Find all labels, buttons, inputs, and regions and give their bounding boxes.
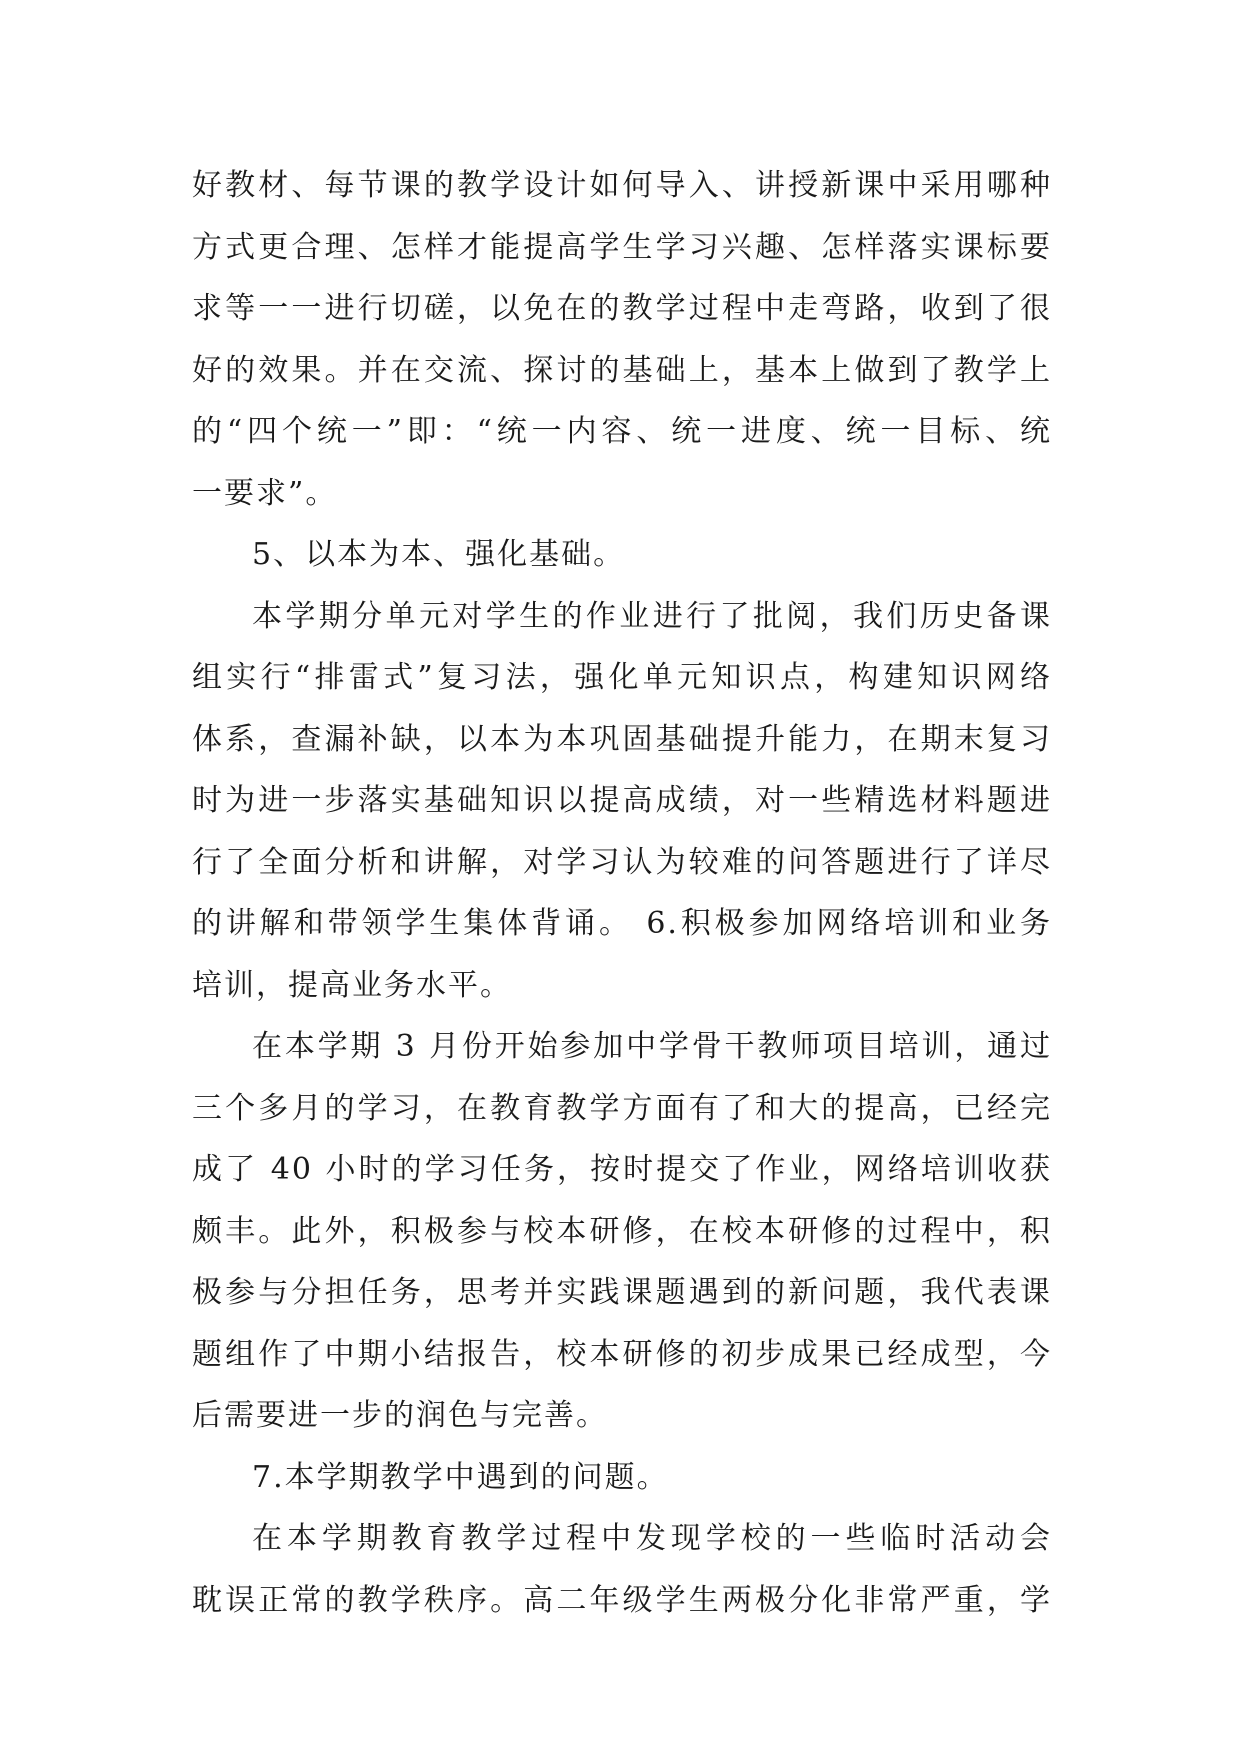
text-line: 组实行“排雷式”复习法，强化单元知识点，构建知识网络 [192,660,1052,695]
text-line: 耽误正常的教学秩序。高二年级学生两极分化非常严重，学 [192,1582,1052,1618]
text-line: 极参与分担任务，思考并实践课题遇到的新问题，我代表课 [192,1275,1052,1310]
text-line: 在本学期 3 月份开始参加中学骨干教师项目培训，通过 [252,1029,1052,1064]
text-line: 体系，查漏补缺，以本为本巩固基础提升能力，在期末复习 [192,721,1052,757]
text-line: 的讲解和带领学生集体背诵。 6.积极参加网络培训和业务 [192,906,1052,941]
text-line: 后需要进一步的润色与完善。 [192,1398,608,1433]
text-line: 的“四个统一”即：“统一内容、统一进度、统一目标、统 [192,414,1052,449]
body-text [192,155,1052,1631]
text-line: 好的效果。并在交流、探讨的基础上，基本上做到了教学上 [192,352,1052,388]
text-line: 方式更合理、怎样才能提高学生学习兴趣、怎样落实课标要 [192,229,1052,265]
section-heading: 5、以本为本、强化基础。 [252,537,626,572]
text-line: 题组作了中期小结报告，校本研修的初步成果已经成型，今 [192,1336,1052,1372]
text-line: 一要求”。 [192,475,338,511]
text-line: 培训，提高业务水平。 [192,967,512,1003]
text-line: 行了全面分析和讲解，对学习认为较难的问答题进行了详尽 [192,844,1052,880]
section-heading: 7.本学期教学中遇到的问题。 [252,1459,669,1495]
text-line: 好教材、每节课的教学设计如何导入、讲授新课中采用哪种 [192,168,1052,203]
text-line: 求等一一进行切磋，以免在的教学过程中走弯路，收到了很 [192,291,1052,326]
text-line: 成了 40 小时的学习任务，按时提交了作业，网络培训收获 [192,1152,1052,1187]
text-line: 三个多月的学习，在教育教学方面有了和大的提高，已经完 [192,1090,1052,1126]
text-line: 时为进一步落实基础知识以提高成绩，对一些精选材料题进 [192,783,1052,818]
text-line: 在本学期教育教学过程中发现学校的一些临时活动会 [252,1521,1052,1556]
text-line: 本学期分单元对学生的作业进行了批阅，我们历史备课 [252,598,1052,634]
text-line: 颇丰。此外，积极参与校本研修，在校本研修的过程中，积 [192,1213,1052,1249]
